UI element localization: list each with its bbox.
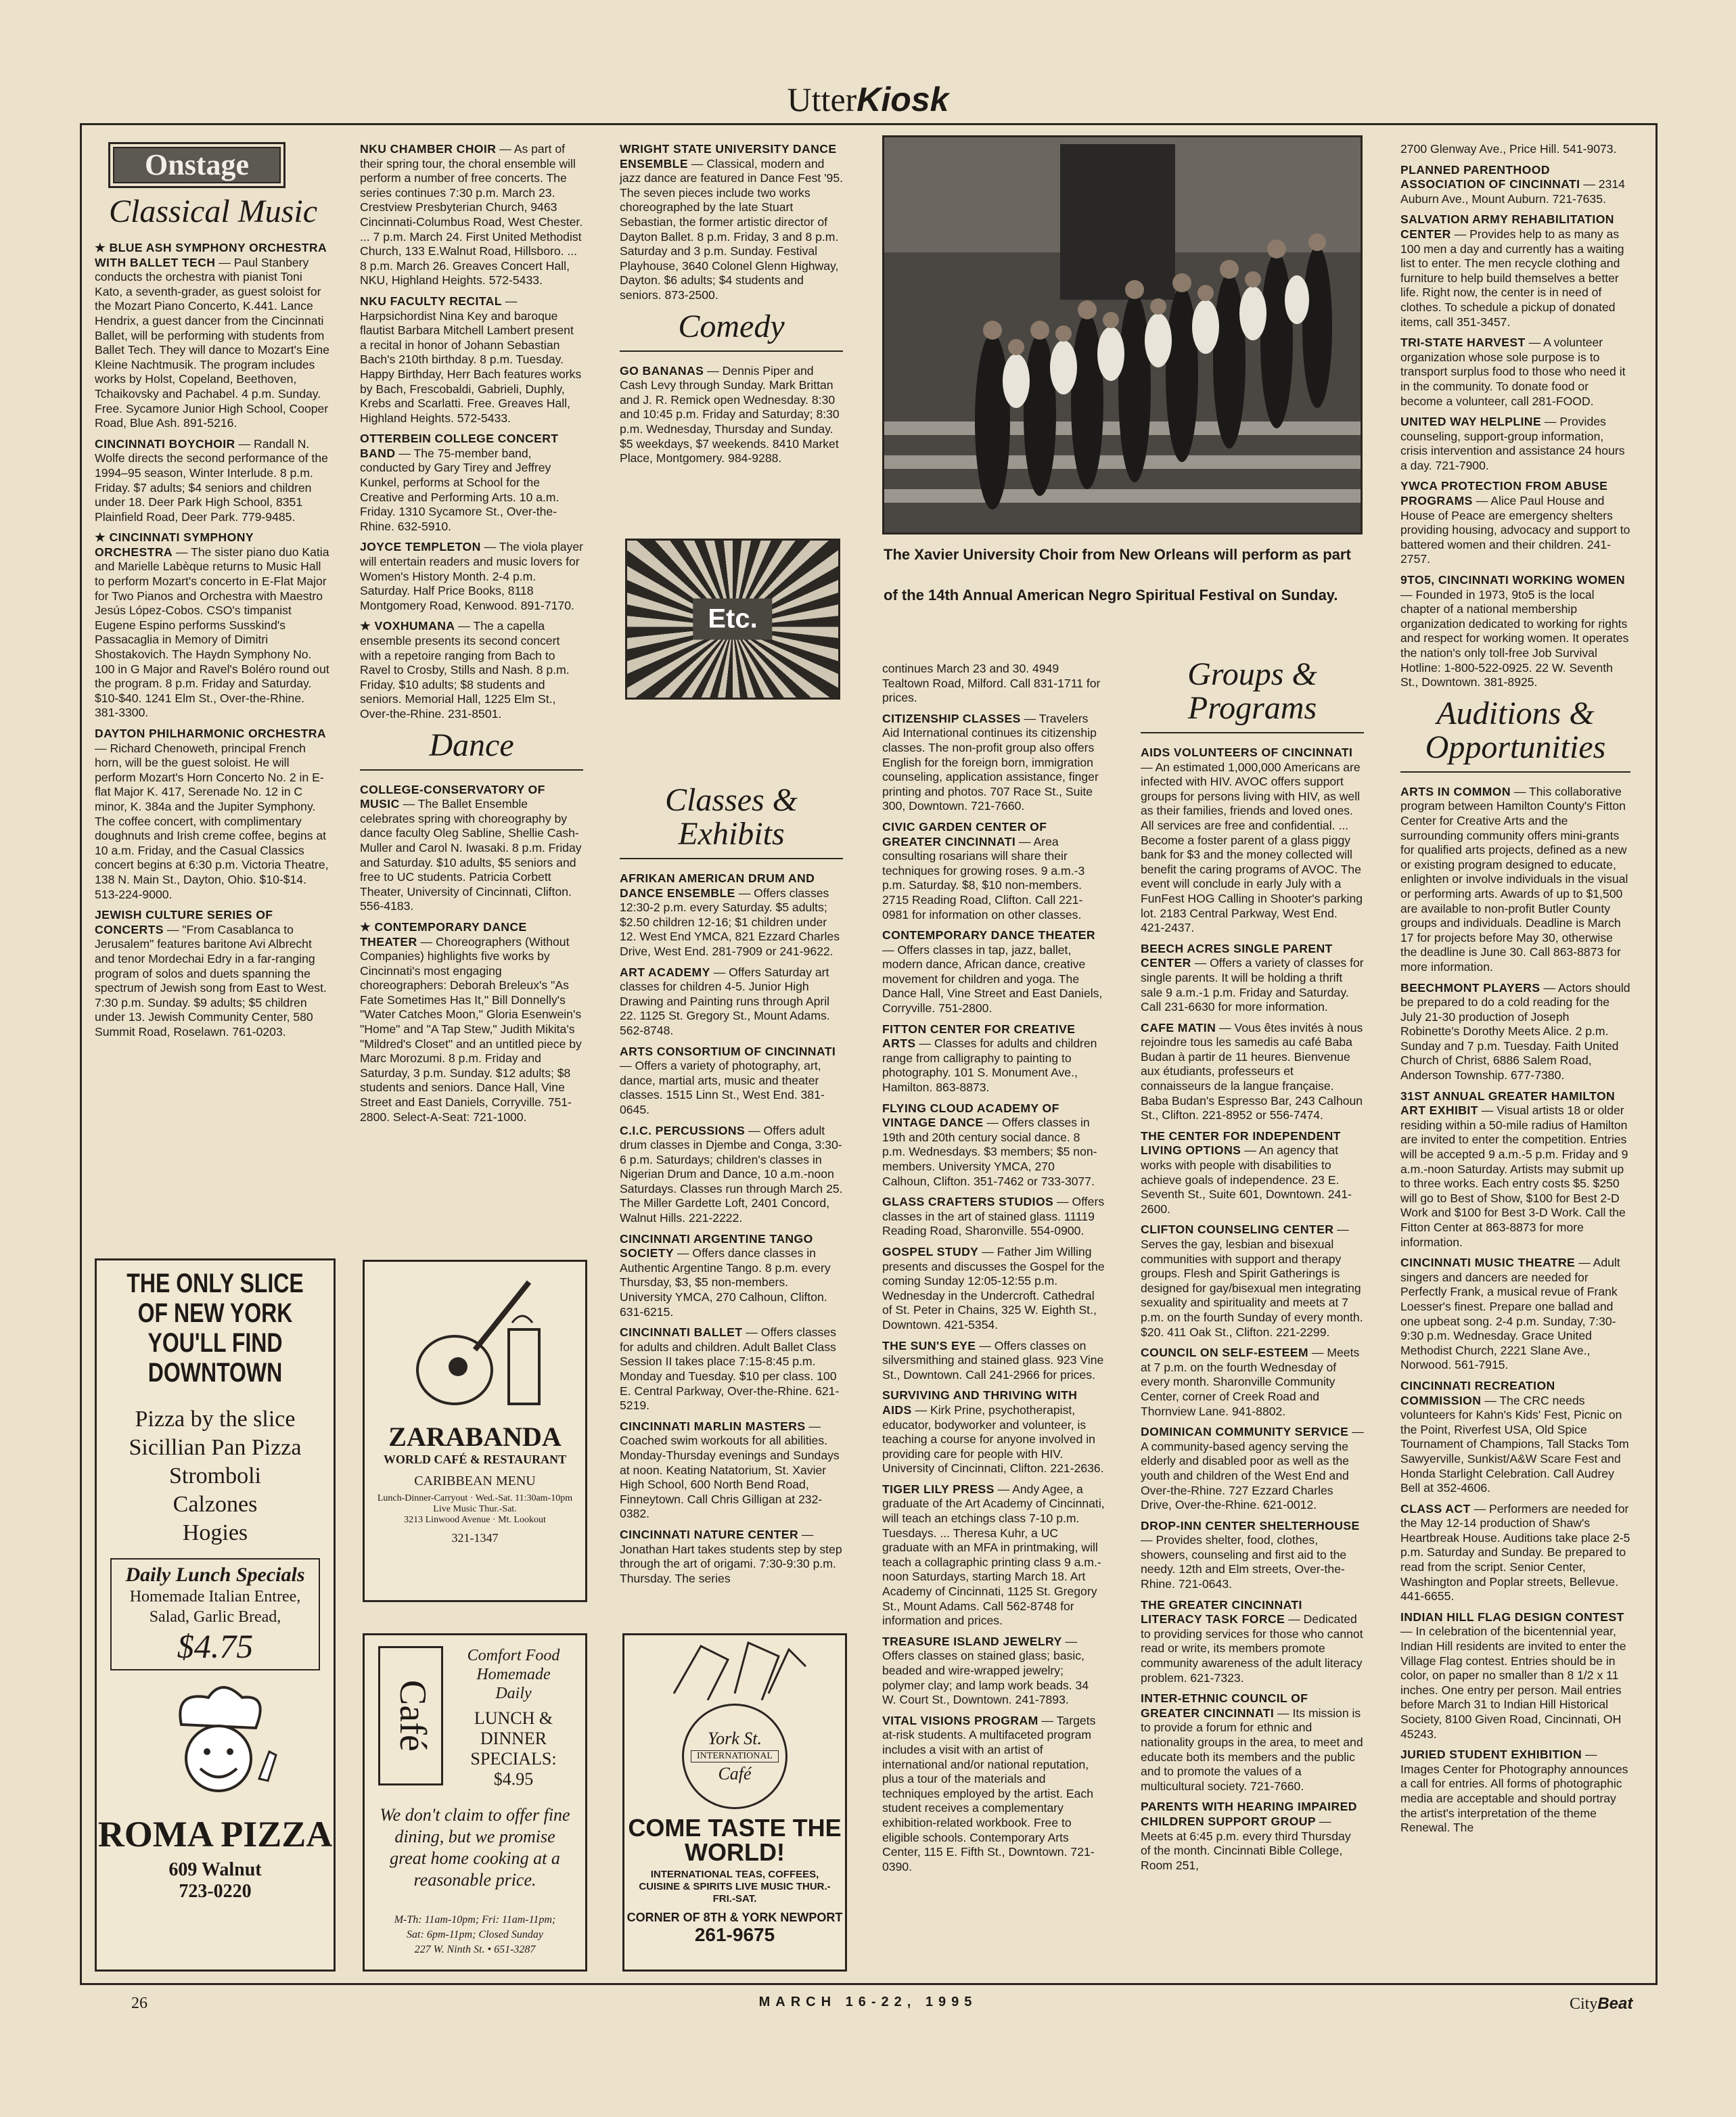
section-title-dance: Dance — [360, 729, 583, 771]
column-3-classes — [620, 777, 843, 1592]
column-2 — [360, 142, 583, 1131]
section-title-groups: Groups & Programs — [1141, 658, 1364, 733]
york-phone: 261-9675 — [694, 1924, 775, 1945]
listing-text: — Offers adult drum classes in Djembe and Conga, 3:30-6 p.m. Saturdays; children's classes in Nigerian Drum and Dance, 10 a.m.-noon Saturdays. Classes run through March 25. The Miller Gardette Loft, 2401 Concord, Walnut Hills. 221-2222. — [620, 1123, 843, 1225]
listing-heading: BEECHMONT PLAYERS — [1400, 980, 1540, 995]
listing-text: — As part of their spring tour, the choral ensemble will perform a number of free concerts. The series continues 7:30 p.m. March 23. Crestview Presbyterian Church, 9463 Cincinnati-Columbus Road, West Chester. ... 7 p.m. March 24. First United Methodist Church, 133 E.Walnut Road, Hillsboro. ... 8 p.m. March 26. Greaves Concert Hall, NKU, Highland Heights. 572-5433. — [360, 142, 583, 288]
zarabanda-hours: Lunch-Dinner-Carryout · Wed.-Sat. 11:30am-10pm — [377, 1493, 573, 1503]
pizza-item: Calzones — [173, 1492, 258, 1517]
listing-entry — [620, 965, 843, 1039]
listing-text: — Classical, modern and jazz dance are featured in Dance Fest '95. The seven pieces include two works choreographed by the late Stuart Sebastian, the former artistic director of Dayton Ballet. 8 p.m. Friday, 3 and 8 p.m. Saturday and 3 p.m. Sunday. Festival Playhouse, 3640 Colonel Glenn Highway, Dayton. $6 adults; $4 students and seniors. 873-2500. — [620, 156, 844, 302]
listing-entry — [1141, 1691, 1364, 1794]
listing-entry — [1141, 1346, 1364, 1419]
photo-caption: The Xavier University Choir from New Orleans will perform as part of the 14th Annual American Negro Spiritual Festival on Sunday. — [884, 546, 1351, 604]
listing-text: — Actors should be prepared to do a cold reading for the July 21-30 production of Joseph Robinette's Dorothy Meets Alice. 2 p.m. Sunday and 7 p.m. Tuesday. Faith United Church of Christ, 6886 Salem Road, Anderson Township. 677-7380. — [1400, 980, 1630, 1083]
page-number: 26 — [131, 1995, 147, 2012]
listing-heading: CINCINNATI MARLIN MASTERS — [620, 1419, 806, 1433]
entries-col2b — [360, 783, 583, 1125]
listing-entry — [1400, 142, 1630, 157]
listing-entry — [360, 432, 583, 534]
entries-col6b — [1400, 785, 1630, 1836]
listing-entry — [1400, 1502, 1630, 1604]
york-sub: INTERNATIONAL TEAS, COFFEES, CUISINE & SPIRITS LIVE MUSIC THUR.-FRI.-SAT. — [639, 1869, 831, 1905]
listing-heading: SURVIVING AND THRIVING WITH AIDS — [882, 1388, 1078, 1417]
cafe-tag: Homemade — [476, 1666, 551, 1683]
listing-entry — [882, 662, 1105, 706]
pizza-phone: 723-0220 — [179, 1881, 252, 1902]
york-seal-band: INTERNATIONAL — [691, 1750, 779, 1762]
listing-text: — Performers are needed for the May 12-14 production of Shaw's Heartbreak House. Auditions take place 2-5 p.m. Saturday and Sunday. Be prepared to read from the script. Senior Center, Washington and Poplar streets, Bellevue. 441-6655. — [1400, 1501, 1630, 1603]
york-seal — [682, 1704, 787, 1809]
listing-heading: CONTEMPORARY DANCE THEATER — [882, 928, 1096, 942]
footer-brand — [1570, 1995, 1632, 2013]
listing-text: — The CRC needs volunteers for Kahn's Kids' Fest, Picnic on the Point, Riverfest USA, Old Spice Tournament of Champions, Tall Stacks Tom Sawyerville, Sunkist/A&W Scare Fest and Honda Starlight Celebration. Call Audrey Bell at 352-4606. — [1400, 1393, 1629, 1495]
listing-text: — Offers Saturday art classes for children 4-5. Junior High Drawing and Painting runs through April 22. 1125 St. Gregory St., Mount Adams. 562-8748. — [620, 965, 830, 1037]
listing-entry — [360, 783, 583, 914]
entries-col3c — [620, 871, 843, 1586]
listing-text: 2700 Glenway Ave., Price Hill. 541-9073. — [1400, 142, 1617, 156]
listing-entry — [882, 820, 1105, 922]
listing-entry — [1400, 1256, 1630, 1373]
listing-text: — Travelers Aid International continues its citizenship classes. The non-profit group also offers English for the foreign born, immigration counseling, application assistance, finger printing and photos. 707 Race St., Suite 300, Downtown. 721-7660. — [882, 711, 1099, 813]
listing-heading: ★ BLUE ASH SYMPHONY ORCHESTRA WITH BALLET TECH — [95, 241, 327, 269]
listing-heading: TRI-STATE HARVEST — [1400, 336, 1526, 350]
listing-entry — [620, 1325, 843, 1413]
listing-heading: JOYCE TEMPLETON — [360, 540, 481, 554]
listing-entry — [360, 619, 583, 721]
special-title: Daily Lunch Specials — [125, 1564, 305, 1586]
listing-text: — Provides shelter, food, clothes, showers, counseling and first aid to the needy. 12th and Elm streets, Over-the-Rhine. 721-0643. — [1141, 1533, 1347, 1591]
guitar-icon — [394, 1269, 556, 1417]
section-title-auditions: Auditions & Opportunities — [1400, 697, 1630, 773]
listing-text: — Meets at 6:45 p.m. every third Thursday of the month. Cincinnati Bible College, Room 251, — [1141, 1814, 1351, 1872]
listing-entry — [1400, 1379, 1630, 1496]
listing-text: — Vous êtes invités à nous rejoindre tous les samedis au café Baba Budan à partir de 11 heures. Bienvenue aux étudiants, professeurs et connaisseurs de la langue française. Baba Budan's Espresso Bar, 243 Calhoun St., Clifton. 221-8952 or 556-7474. — [1141, 1020, 1363, 1122]
listing-heading: CINCINNATI MUSIC THEATRE — [1400, 1256, 1576, 1270]
listing-entry — [360, 540, 583, 613]
listing-text: — Randall N. Wolfe directs the second performance of the 1994–95 season, Winter Interlude. 8 p.m. Friday. $7 adults; $4 seniors and children under 18. Deer Park High School, 8351 Plainfield Road, Deer Park. 779-9485. — [95, 436, 328, 524]
listing-entry — [882, 1714, 1105, 1875]
etc-graphic — [625, 539, 840, 700]
listing-entry — [1141, 1129, 1364, 1217]
listing-heading: ★ VOXHUMANA — [360, 619, 455, 633]
listing-heading: DROP-INN CENTER SHELTERHOUSE — [1141, 1518, 1360, 1532]
listing-heading: NKU FACULTY RECITAL — [360, 294, 502, 308]
listing-heading: CITIZENSHIP CLASSES — [882, 711, 1021, 725]
listing-entry — [360, 920, 583, 1124]
listing-entry — [882, 1022, 1105, 1095]
listing-entry — [620, 1528, 843, 1586]
listing-heading: INDIAN HILL FLAG DESIGN CONTEST — [1400, 1610, 1624, 1624]
zarabanda-ad — [363, 1260, 587, 1602]
listing-entry — [1400, 479, 1630, 567]
listing-text: continues March 23 and 30. 4949 Tealtown Road, Milford. Call 831-1711 for prices. — [882, 662, 1101, 705]
brand-beat: Beat — [1597, 1995, 1633, 2013]
listing-text: — Kirk Prine, psychotherapist, educator, bodyworker and volunteer, is teaching a course for anyone involved in providing care for people with HIV. University of Cincinnati, Clifton. 221-2636. — [882, 1403, 1104, 1476]
listing-text: — Harpsichordist Nina Key and baroque flautist Barbara Mitchell Lambert present a recital in honor of Johann Sebastian Bach's 210th birthday. 8 p.m. Tuesday. Happy Birthday, Herr Bach features works by Bach, Frescobaldi, Gabrieli, Duphly, Krebs and Scarlatti. Free. Greaves Hall, Highland Heights. 572-5433. — [360, 294, 582, 425]
listing-heading: GOSPEL STUDY — [882, 1244, 979, 1258]
lunch-special-box — [110, 1558, 320, 1670]
listing-text: — Meets at 7 p.m. on the fourth Wednesday of every month. Sharonville Community Center, corner of Creek Road and Thornview Lane. 941-8802. — [1141, 1346, 1360, 1418]
listing-heading: GLASS CRAFTERS STUDIOS — [882, 1195, 1054, 1209]
listing-text: — Offers classes for adults and children. Adult Ballet Class Session II takes place 7:15-8:45 p.m. Monday and Tuesday. $10 per class. 100 E. Central Parkway, Over-the-Rhine. 621-5219. — [620, 1325, 840, 1413]
listing-text: — Area consulting rosarians will share their techniques for growing roses. 9 a.m.-3 p.m. Saturday. $8, $10 non-members. 2715 Reading Road, Clifton. Call 221-0981 for information on other classes. — [882, 834, 1085, 921]
listing-text: — Offers classes 12:30-2 p.m. every Saturday. $5 adults; $2.50 children 12-16; $1 children under 12. West End YMCA, 821 Ezzard Charles Drive, West End. 281-7909 or 241-9622. — [620, 886, 840, 958]
zarabanda-address: 3213 Linwood Avenue · Mt. Lookout — [404, 1515, 546, 1525]
listing-heading: CLIFTON COUNSELING CENTER — [1141, 1223, 1334, 1237]
etc-label: Etc. — [693, 599, 772, 640]
listing-text: — Coached swim workouts for all abilities. Monday-Thursday evenings and Sundays at noon. Keating Natatorium, St. Xavier High School, 600 North Bend Road, Finneytown. Call Chris Gilligan at 232-0382. — [620, 1419, 840, 1521]
listing-text: — Richard Chenoweth, principal French horn, will be the guest soloist. He will perform Mozart's Horn Concerto No. 2 in E-flat Major K. 417, Serenade No. 12 in C minor, K. 384a and the Jupiter Symphony. The coffee concert, with complimentary doughnuts and Irish creme coffee, begins at 10 a.m. Friday, and the Casual Classics concert begins at 6:30 p.m. Victoria Theatre, 138 N. Main St., Dayton, Ohio. $10-$14. 513-224-9000. — [95, 741, 329, 901]
listing-heading: ★ CONTEMPORARY DANCE THEATER — [360, 919, 527, 949]
listing-entry — [620, 1045, 843, 1118]
york-cafe-ad — [622, 1633, 847, 1972]
entries-col2 — [360, 142, 583, 722]
listing-heading: THE SUN'S EYE — [882, 1338, 976, 1352]
listing-heading: JEWISH CULTURE SERIES OF CONCERTS — [95, 908, 273, 936]
listing-heading: PLANNED PARENTHOOD ASSOCIATION OF CINCINNATI — [1400, 162, 1580, 191]
listing-heading: CINCINNATI ARGENTINE TANGO SOCIETY — [620, 1231, 813, 1260]
listing-entry — [882, 1195, 1105, 1239]
listing-entry — [1400, 336, 1630, 409]
listing-heading: CINCINNATI RECREATION COMMISSION — [1400, 1378, 1555, 1407]
listing-entry — [95, 530, 332, 721]
listing-heading: BEECH ACRES SINGLE PARENT CENTER — [1141, 941, 1333, 970]
listing-entry — [1141, 1223, 1364, 1340]
section-title-classes: Classes & Exhibits — [620, 783, 843, 859]
listing-text: — Offers classes in the art of stained glass. 11119 Reading Road, Sharonville. 554-0900. — [882, 1195, 1105, 1238]
listing-heading: PARENTS WITH HEARING IMPAIRED CHILDREN SUPPORT GROUP — [1141, 1800, 1357, 1828]
listing-heading: ★ CINCINNATI SYMPHONY ORCHESTRA — [95, 530, 254, 559]
entries-col4 — [882, 662, 1105, 1874]
listing-entry — [882, 1635, 1105, 1708]
listing-text: — Alice Paul House and House of Peace are emergency shelters providing housing, advocacy and support to battered women and their children. 241-2757. — [1400, 494, 1630, 566]
listing-entry — [882, 928, 1105, 1016]
column-3 — [620, 142, 843, 472]
entries-col5 — [1141, 746, 1364, 1873]
listing-entry — [1400, 163, 1630, 207]
pizza-item: Stromboli — [168, 1463, 262, 1488]
listing-heading: CAFE MATIN — [1141, 1020, 1216, 1034]
listing-entry — [360, 294, 583, 426]
listing-entry — [620, 1232, 843, 1320]
listing-text: — The Ballet Ensemble celebrates spring with choreography by dance faculty Oleg Sabline, Shellie Cash-Muller and Carol N. Iwasaki. 8 p.m. Friday and Saturday. $10 adults, $5 seniors and free to UC students. Patricia Corbett Theater, University of Cincinnati, Clifton. 556-4183. — [360, 797, 582, 913]
listing-text: — Provides help to as many as 100 men a day and currently has a waiting list to enter. The men recycle clothing and furniture to help build themselves a better life. Right now, the center is in need of clothes. To schedule a pickup of donated items, call 351-3457. — [1400, 227, 1624, 329]
cafe-hours-line: Sat: 6pm-11pm; Closed Sunday — [407, 1929, 543, 1940]
listing-text: — Images Center for Photography announces a call for entries. All forms of photographic media are acceptable and should portray the artist's interpretation of the theme Renewal. The — [1400, 1748, 1628, 1835]
listing-heading: FLYING CLOUD ACADEMY OF VINTAGE DANCE — [882, 1101, 1059, 1130]
cafe-logo: Café — [378, 1646, 443, 1785]
listing-text: — Paul Stanbery conducts the orchestra with pianist Toni Kato, a seventh-grader, as guest soloist for the Mozart Piano Concerto, K.441. Lance Hendrix, a guest dancer from the Cincinnati Ballet, will be performing with students from Ballet Tech. They will dance to Mozart's Eine Kleine Nachtmusik. The program includes works by Holst, Copeland, Beethoven, Tchaikovsky and Pachabel. 4 p.m. Sunday. Free. Sycamore Junior High School, Cooper Road, Blue Ash. 891-5216. — [95, 255, 329, 430]
listing-text: — The a capella ensemble presents its second concert with a repetoire ranging from Bach to Ravel to Crosby, Stills and Nash. 8 p.m. Friday. $10 adults; $8 students and seniors. Memorial Hall, 1225 Elm St., Over-the-Rhine. 231-8501. — [360, 619, 570, 721]
listing-entry — [1141, 746, 1364, 936]
listing-heading: DOMINICAN COMMUNITY SERVICE — [1141, 1425, 1349, 1439]
choir-photo — [882, 135, 1363, 534]
cafe-hours — [371, 1913, 578, 1957]
zarabanda-name: ZARABANDA — [388, 1421, 562, 1452]
listing-heading: CIVIC GARDEN CENTER OF GREATER CINCINNATI — [882, 819, 1047, 848]
cafe-ad — [363, 1633, 587, 1972]
listing-text: — Andy Agee, a graduate of the Art Academy of Cincinnati, will teach an etchings class 7-10 p.m. Tuesdays. ... Theresa Kuhr, a UC graduate with an MFA in printmaking, will teach a collagraphic printing class 9 a.m.-noon Saturdays, starting March 18. Art Academy of Cincinnati, 1125 St. Gregory St., Mount Adams. Call 562-8748 for information and prices. — [882, 1482, 1105, 1628]
listing-text: — In celebration of the bicentennial year, Indian Hill residents are invited to enter the Village Flag contest. Entries should be in color, on paper no smaller than 8 1/2 x 11 inches. One entry per person. Mail entries before March 31 to Indian Hill Historical Society, 8100 Given Road, Cincinnati, OH 45243. — [1400, 1624, 1626, 1741]
listing-entry — [95, 241, 332, 431]
masthead: UtterKiosk — [787, 81, 949, 118]
cafe-tagline — [453, 1646, 574, 1790]
listing-entry — [882, 1388, 1105, 1476]
listing-heading: COUNCIL ON SELF-ESTEEM — [1141, 1346, 1308, 1360]
listing-heading: UNITED WAY HELPLINE — [1400, 415, 1542, 429]
section-title-classical: Classical Music — [109, 194, 317, 229]
zarabanda-phone: 321-1347 — [451, 1531, 499, 1545]
listing-heading: CINCINNATI NATURE CENTER — [620, 1527, 799, 1541]
listing-heading: VITAL VISIONS PROGRAM — [882, 1713, 1038, 1727]
pizza-item: Hogies — [182, 1520, 248, 1545]
listing-entry — [882, 1101, 1105, 1189]
cafe-address: 227 W. Ninth St. • 651-3287 — [414, 1944, 536, 1955]
listing-entry — [1400, 981, 1630, 1083]
listing-entry — [1141, 942, 1364, 1015]
listing-heading: INTER-ETHNIC COUNCIL OF GREATER CINCINNATI — [1141, 1691, 1308, 1720]
listing-text: — The sister piano duo Katia and Marielle Labèque returns to Music Hall to perform Mozart's concerto in E-Flat Major for Two Pianos and Orchestra with Maestro Jesús López-Cobos. CSO's timpanist Eugene Espino performs Susskind's Passacaglia in Memory of Dimitri Shostakovich. The Haydn Symphony No. 100 in G Major and Ravel's Boléro round out the program. 8 p.m. Friday and Saturday. $10-$40. 1241 Elm St., Over-the-Rhine. 381-3300. — [95, 545, 329, 720]
chef-icon — [147, 1677, 283, 1813]
listing-text: — Offers classes in 19th and 20th century social dance. 8 p.m. Wednesdays. $3 members; $5 non-members. University YMCA, 270 Calhoun, Clifton. 351-7462 or 733-3077. — [882, 1116, 1097, 1188]
pizza-name: ROMA PIZZA — [97, 1814, 333, 1854]
listing-entry — [882, 1245, 1105, 1333]
listing-entry — [1400, 1748, 1630, 1836]
listing-text: — A volunteer organization whose sole purpose is to transport surplus food to those who need it in the community. To donate food or become a volunteer, call 281-FOOD. — [1400, 336, 1626, 408]
listing-text: — Provides counseling, support-group information, crisis intervention and assistance 24 hours a day. 721-7900. — [1400, 415, 1625, 472]
pizza-address: 609 Walnut — [168, 1859, 262, 1880]
listing-text: — "From Casablanca to Jerusalem" features baritone Avi Albrecht and tenor Mordechai Edry in a far-ranging program of solos and duets spanning the spectrum of Jewish song from East to West. 7:30 p.m. Sunday. $9 adults; $5 children under 13. Jewish Community Center, 580 Summit Road, Roselawn. 761-0203. — [95, 922, 327, 1039]
listing-text: — Serves the gay, lesbian and bisexual communities with support and therapy groups. Flesh and Spirit Gatherings is designed for gay/bisexual men integrating sexuality and spirituality and meets at 7 p.m. on the fourth Sunday of every month. $20. 411 Oak St., Clifton. 221-2299. — [1141, 1223, 1363, 1339]
listing-text: — The viola player will entertain readers and music lovers for Women's History Month. 2-4 p.m. Saturday. Half Price Books, 8118 Montgomery Road, Kenwood. 891-7170. — [360, 540, 583, 612]
listing-text: — Founded in 1973, 9to5 is the local chapter of a national membership organization dedicated to working for rights and respect for working women. It operates the nation's only toll-free Job Survival Hotline: 1-800-522-0925. 22 W. Seventh St., Downtown. 381-8925. — [1400, 587, 1629, 689]
listing-text: — Offers a variety of photography, art, dance, martial arts, music and theater classes. 1515 Linn St., West End. 381-0645. — [620, 1059, 825, 1116]
listing-heading: JURIED STUDENT EXHIBITION — [1400, 1748, 1582, 1762]
listing-text: — Visual artists 18 or older residing within a 50-mile radius of Hamilton are invited to enter the competition. Entries will be accepted 9 a.m.-5 p.m. Friday and 9 a.m.-noon Saturday. Artists may submit up to three works. Each entry costs $5. $250 will go to Best of Show, $100 for Best 2-D Work and $100 for Best 3-D Work. Call the Fitton Center at 863-8873 for more information. — [1400, 1103, 1628, 1249]
entries-col3a — [620, 142, 843, 303]
listing-text: — Offers classes on silversmithing and stained glass. 923 Vine St., Downtown. Call 241-2966 for prices. — [882, 1338, 1104, 1382]
column-classical — [95, 142, 332, 1045]
listing-heading: FITTON CENTER FOR CREATIVE ARTS — [882, 1022, 1076, 1051]
listing-heading: CINCINNATI BALLET — [620, 1325, 743, 1340]
listing-text: — Offers classes on stained glass; basic, beaded and wire-wrapped jewelry; polymer clay; and lamp work beads. 34 W. Court St., Downtown. 241-7893. — [882, 1634, 1089, 1707]
listing-text: — The 75-member band, conducted by Gary Tirey and Jeffrey Kunkel, performs at School for the Creative and Performing Arts. 10 a.m. Friday. 1310 Sycamore St., Over-the-Rhine. 632-5910. — [360, 446, 559, 533]
listing-entry — [360, 142, 583, 288]
listing-entry — [1141, 1598, 1364, 1686]
listing-heading: C.I.C. PERCUSSIONS — [620, 1123, 746, 1137]
listing-entry — [1400, 1610, 1630, 1742]
york-seal-name: York St. — [708, 1729, 762, 1748]
pizza-menu — [97, 1405, 334, 1547]
listing-text: — Offers dance classes in Authentic Argentine Tango. 8 p.m. every Thursday, $3, $5 non-members. University YMCA, 270 Calhoun, Clifton. 631-6215. — [620, 1246, 831, 1319]
listing-text: — Dennis Piper and Cash Levy through Sunday. Mark Brittan and J. R. Remick open Wednesday. 8:30 and 10:45 p.m. Friday and Saturday; 8:30 p.m. Wednesday, Thursday and Sunday. $5 weekdays, $7 weekends. 8410 Market Place, Montgomery. 984-9288. — [620, 363, 840, 465]
listing-heading: YWCA PROTECTION FROM ABUSE PROGRAMS — [1400, 479, 1608, 508]
listing-text: — Jonathan Hart takes students step by step through the art of origami. 7:30-9:30 p.m. Thursday. The series — [620, 1527, 842, 1585]
onstage-banner: Onstage — [108, 142, 285, 188]
listing-heading: SALVATION ARMY REHABILITATION CENTER — [1400, 212, 1614, 241]
listing-entry — [882, 712, 1105, 814]
listing-heading: CLASS ACT — [1400, 1501, 1471, 1516]
listing-heading: CINCINNATI BOYCHOIR — [95, 436, 235, 451]
zarabanda-music: Live Music Thur.-Sat. — [433, 1504, 517, 1514]
listing-heading: WRIGHT STATE UNIVERSITY DANCE ENSEMBLE — [620, 142, 837, 170]
listing-entry — [620, 142, 843, 303]
york-seal-cafe: Café — [718, 1764, 752, 1783]
listing-entry — [620, 364, 843, 466]
listing-heading: ARTS CONSORTIUM OF CINCINNATI — [620, 1044, 836, 1058]
listing-entry — [95, 437, 332, 525]
listing-text: — Classes for adults and children range from calligraphy to painting to photography. 101 S. Monument Ave., Hamilton. 863-8873. — [882, 1037, 1097, 1095]
listing-entry — [1141, 1519, 1364, 1592]
listing-entry — [1400, 573, 1630, 690]
listing-text: — An agency that works with people with disabilities to achieve goals of independence. 23 E. Seventh St., Suite 601, Downtown. 241-2600. — [1141, 1143, 1352, 1216]
listing-text: — A community-based agency serving the elderly and disabled poor as well as the youth and children of the West End and Over-the-Rhine. 727 Ezzard Charles Drive, Over-the-Rhine. 621-0012. — [1141, 1425, 1364, 1512]
column-4 — [882, 662, 1105, 1880]
listing-entry — [1400, 415, 1630, 473]
cafe-tag: Daily — [495, 1685, 532, 1702]
listing-heading: NKU CHAMBER CHOIR — [360, 142, 497, 156]
listing-entry — [95, 727, 332, 902]
listing-entry — [1141, 1800, 1364, 1873]
column-6 — [1400, 142, 1630, 1842]
choir-photo-image — [884, 137, 1361, 532]
listing-entry — [95, 908, 332, 1039]
listing-heading: ARTS IN COMMON — [1400, 784, 1511, 798]
listing-entry — [1400, 785, 1630, 975]
listing-text: — This collaborative program between Hamilton County's Fitton Center for Creative Arts and the surrounding community offers mini-grants for qualified arts projects, defined as a new or existing program designed to educate, enlighten or involve individuals in the visual or performing arts. Awards of up to $1,500 are available to non-profit Butler County groups and individuals. Deadline is March 17 for projects before May 30, otherwise the deadline is June 30. Call 863-8873 for more information. — [1400, 784, 1628, 974]
listing-text: — An estimated 1,000,000 Americans are infected with HIV. AVOC offers support groups for persons living with HIV, as well as their families, friends and loved ones. All services are free and confidential. ... Become a foster parent of a glass piggy bank for $3 and the money collected will benefit the caring programs of AVOC. The event will conclude in early July with a FunFest HOG Calling in Shooter's parking lot. 2183 Central Parkway, West End. 421-2437. — [1141, 760, 1363, 935]
listing-text: — Targets at-risk students. A multifaceted program includes a visit with an artist of international and/or national reputation, plus a tour of the materials and techniques employed by the artist. Each student receives a complementary exhibition-related workbook. Free to eligible schools. Contemporary Arts Center, 115 E. Fifth St., Downtown. 721-0390. — [882, 1713, 1096, 1873]
entries-col3b — [620, 364, 843, 466]
listing-entry — [1141, 1425, 1364, 1513]
entries-col6a — [1400, 142, 1630, 690]
zarabanda-sub: WORLD CAFÉ & RESTAURANT — [383, 1453, 567, 1466]
listing-entry — [882, 1339, 1105, 1383]
listing-heading: GO BANANAS — [620, 363, 704, 378]
listing-heading: 9TO5, CINCINNATI WORKING WOMEN — [1400, 573, 1625, 587]
pizza-headline: THE ONLY SLICE OF NEW YORK YOU'LL FIND DOWNTOWN — [127, 1269, 304, 1388]
listing-heading: 31ST ANNUAL GREATER HAMILTON ART EXHIBIT — [1400, 1089, 1616, 1118]
brand-city: City — [1570, 1995, 1598, 2013]
pizza-item: Pizza by the slice — [135, 1407, 296, 1432]
listing-entry — [1400, 212, 1630, 329]
listing-heading: COLLEGE-CONSERVATORY OF MUSIC — [360, 782, 545, 811]
listing-entry — [882, 1482, 1105, 1629]
york-headline: COME TASTE THE WORLD! — [628, 1814, 842, 1866]
roma-pizza-ad — [95, 1258, 336, 1972]
cafe-tag: Comfort Food — [467, 1647, 560, 1664]
issue-date: MARCH 16-22, 1995 — [758, 1995, 978, 2009]
special-price: $4.75 — [177, 1627, 254, 1665]
listing-heading: AFRIKAN AMERICAN DRUM AND DANCE ENSEMBLE — [620, 871, 815, 900]
flags-icon — [660, 1639, 809, 1700]
cafe-specials: LUNCH & DINNER SPECIALS: $4.95 — [470, 1708, 557, 1789]
listing-entry — [1400, 1089, 1630, 1250]
listing-text: — Its mission is to provide a forum for ethnic and nationality groups in the area, to meet and educate both its members and the public and to promote the values of a multicultural society. 721-7660. — [1141, 1706, 1363, 1793]
listing-entry — [620, 1124, 843, 1226]
listing-heading: AIDS VOLUNTEERS OF CINCINNATI — [1141, 746, 1353, 759]
listing-heading: OTTERBEIN COLLEGE CONCERT BAND — [360, 432, 559, 460]
section-title-comedy: Comedy — [620, 310, 843, 352]
listing-heading: THE CENTER FOR INDEPENDENT LIVING OPTIONS — [1141, 1129, 1341, 1158]
york-corner: CORNER OF 8TH & YORK NEWPORT — [626, 1911, 843, 1924]
listing-entry — [620, 871, 843, 959]
listing-text: — Choreographers (Without Companies) highlights five works by Cincinnati's most engaging choreographers: Deborah Breleux's "As Fate Sometimes Has It," Bill Donnelly's "Water Catches Moon," Gloria Esenwein's "Home" and "A Tap Stew," Judith Mikita's "Mildred's Closet" and an untitled piece by Marc Morozumi. 8 p.m. Friday and Saturday, 3 p.m. Sunday. $12 adults; $8 students and seniors. Dance Hall, Vine Street and East Daniels, Corryville. 751-2800. Select-A-Seat: 721-1000. — [360, 934, 582, 1124]
listing-text: — Father Jim Willing presents and discusses the Gospel for the coming Sunday 12:05-12:55 p.m. Wednesday in the Undercroft. Cathedral of St. Peter in Chains, 325 W. Eighth St., Downtown. 421-5354. — [882, 1244, 1105, 1331]
pizza-item: Sicillian Pan Pizza — [129, 1435, 302, 1460]
listing-text: — Dedicated to providing services for those who cannot read or write, its members promote community awareness of the adult literacy problem. 621-7323. — [1141, 1612, 1363, 1685]
cafe-slogan: We don't claim to offer fine dining, but we promise great home cooking at a reasonable price. — [380, 1805, 570, 1890]
cafe-hours-line: M-Th: 11am-10pm; Fri: 11am-11pm; — [394, 1914, 556, 1926]
listing-heading: TIGER LILY PRESS — [882, 1482, 995, 1496]
listing-text: — Offers a variety of classes for single parents. It will be holding a thrift sale 9 a.m.-1 p.m. Friday and Saturday. Call 231-6630 for more information. — [1141, 956, 1364, 1014]
listing-heading: TREASURE ISLAND JEWELRY — [882, 1634, 1062, 1648]
zarabanda-menu: CARIBBEAN MENU — [414, 1474, 536, 1488]
listing-text: — Adult singers and dancers are needed for Perfectly Frank, a musical revue of Frank Loesser's finest. Prepare one ballad and one upbeat song. 2-4 p.m. Sunday, 7:30-9:30 p.m. Wednesday. Grace United Methodist Church, 2221 Slane Ave., Norwood. 561-7915. — [1400, 1256, 1620, 1372]
entries-col1 — [95, 241, 332, 1039]
listing-text: — Offers classes in tap, jazz, ballet, modern dance, African dance, creative movement for children and yoga. The Dance Hall, Vine Street and East Daniels, Corryville. 751-2800. — [882, 942, 1103, 1016]
column-5 — [1141, 651, 1364, 1879]
listing-heading: ART ACADEMY — [620, 965, 710, 979]
listing-entry — [1141, 1021, 1364, 1123]
listing-heading: THE GREATER CINCINNATI LITERACY TASK FORCE — [1141, 1597, 1302, 1626]
listing-text: — 2314 Auburn Ave., Mount Auburn. 721-7635. — [1400, 177, 1625, 206]
listing-heading: DAYTON PHILHARMONIC ORCHESTRA — [95, 727, 326, 740]
special-text: Homemade Italian Entree, Salad, Garlic Bread, — [129, 1588, 301, 1626]
listing-entry — [620, 1419, 843, 1522]
